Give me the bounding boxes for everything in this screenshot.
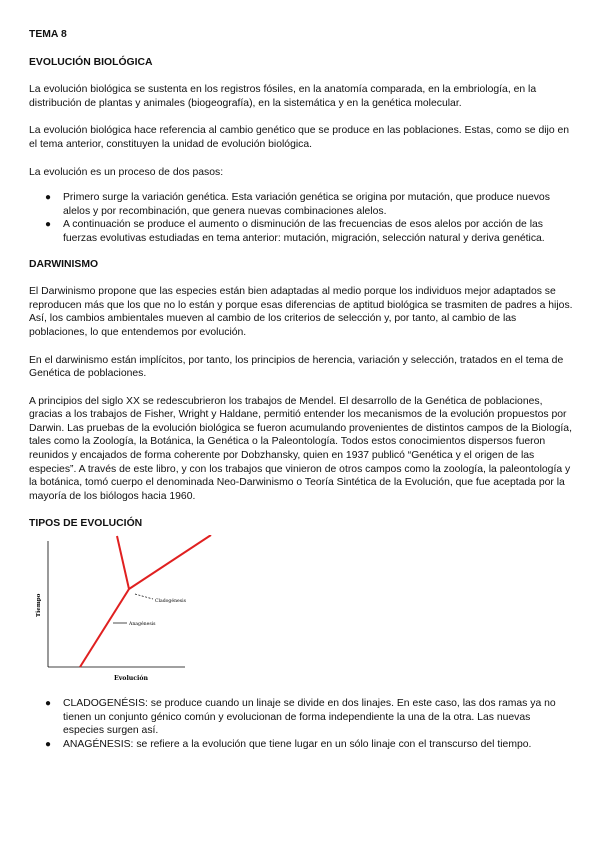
evolution-diagram-svg [29,535,289,697]
y-axis-label: Tiempo [36,593,42,618]
list-item [29,191,574,218]
bullet-list-types [29,697,574,751]
paragraph-2: La evolución biológica hace referencia al cambio genético que se produce en las poblaciones. Estas, como se dijo en el tema anterior, constituyen la unidad de evolución biológica. [29,125,570,150]
list-item-text: Primero surge la variación genética. Esta variación genética se origina por mutación, que produce nuevos alelos y por recombinación, que genera nuevas combinaciones alelos. [63,192,550,217]
bullet-icon: ● [45,192,52,204]
list-item-text: CLADOGENÉSIS: se produce cuando un linaje se divide en dos linajes. En este caso, las dos ramas ya no tienen un conjunto génico común y evolucionan de forma independiente la una de la otra. Las nuevas especies surgen así. [63,698,556,737]
cladogenesis-leader [135,594,153,599]
paragraph-4: El Darwinismo propone que las especies están bien adaptadas al medio porque los individuos mejor adaptados se reproducen más que los que no lo están y porque esas diferencias de aptitud biológica se trasmiten de padres a hijos. Así, los cambios ambientales mueven al cambio de los criterios de selección y, por tanto, al cambio de las poblaciones, lo que entendemos por evolución. [29,286,573,338]
anagenesis-lineage-line [80,589,129,667]
bullet-icon: ● [45,219,52,231]
cladogenesis-branch-right [129,535,211,589]
paragraph-6: A principios del siglo XX se redescubrieron los trabajos de Mendel. El desarrollo de la Genética de poblaciones, gracias a los trabajos de Fisher, Wright y Haldane, permitió entender los mecanismos de la evolución propuestos por Darwin. Las pruebas de la evolución biológica se fueron acumulando provenientes de distintos campos de la Biología, tales como la Zoología, la Botánica, la Genética o la Paleontología. Todos estos conocimientos dispersos fueron reunidos y encajados de forma coherente por Dobzhansky, quien en 1937 publicó “Genética y el origen de las especies”. A través de este libro, y con los trabajos que vinieron de otros campos como la zoología, la paleontología y la botánica, tomó cuerpo el denominada Neo-Darwinismo o Teoría Sintética de la Evolución, que fue aceptada por la mayoría de los biólogos hacia 1960. [29,395,572,502]
document-page [29,28,574,751]
list-item-text: ANAGÉNESIS: se refiere a la evolución que tiene lugar en un sólo linaje con el transcurso del tiempo. [63,738,532,750]
section-heading-evolucion: EVOLUCIÓN BIOLÓGICA [29,56,153,68]
paragraph-1: La evolución biológica se sustenta en los registros fósiles, en la anatomía comparada, en la embriología, en la distribución de plantas y animales (biogeografía), en la sistemática y en la genética molecular. [29,84,537,109]
list-item [29,697,574,738]
bullet-icon: ● [45,698,52,710]
cladogenesis-label: Cladogénesis [155,599,186,605]
bullet-icon: ● [45,738,52,750]
list-item [29,738,574,752]
section-heading-tipos: TIPOS DE EVOLUCIÓN [29,518,143,530]
x-axis-label: Evolución [114,675,149,683]
topic-number: TEMA 8 [29,29,67,40]
cladogenesis-branch-left [117,536,129,589]
section-heading-darwinismo: DARWINISMO [29,258,99,270]
paragraph-5: En el darwinismo están implícitos, por tanto, los principios de herencia, variación y selección, tratados en el tema de Genética de poblaciones. [29,354,564,380]
anagenesis-label: Anagénesis [129,622,156,628]
list-item [29,218,574,245]
bullet-list-steps [29,191,574,245]
list-item-text: A continuación se produce el aumento o disminución de las frecuencias de esos alelos por acción de las fuerzas evolutivas estudiadas en tema anterior: mutación, migración, selección natural y deriva genética. [63,219,545,244]
paragraph-3: La evolución es un proceso de dos pasos: [29,166,224,178]
evolution-diagram [29,535,574,697]
